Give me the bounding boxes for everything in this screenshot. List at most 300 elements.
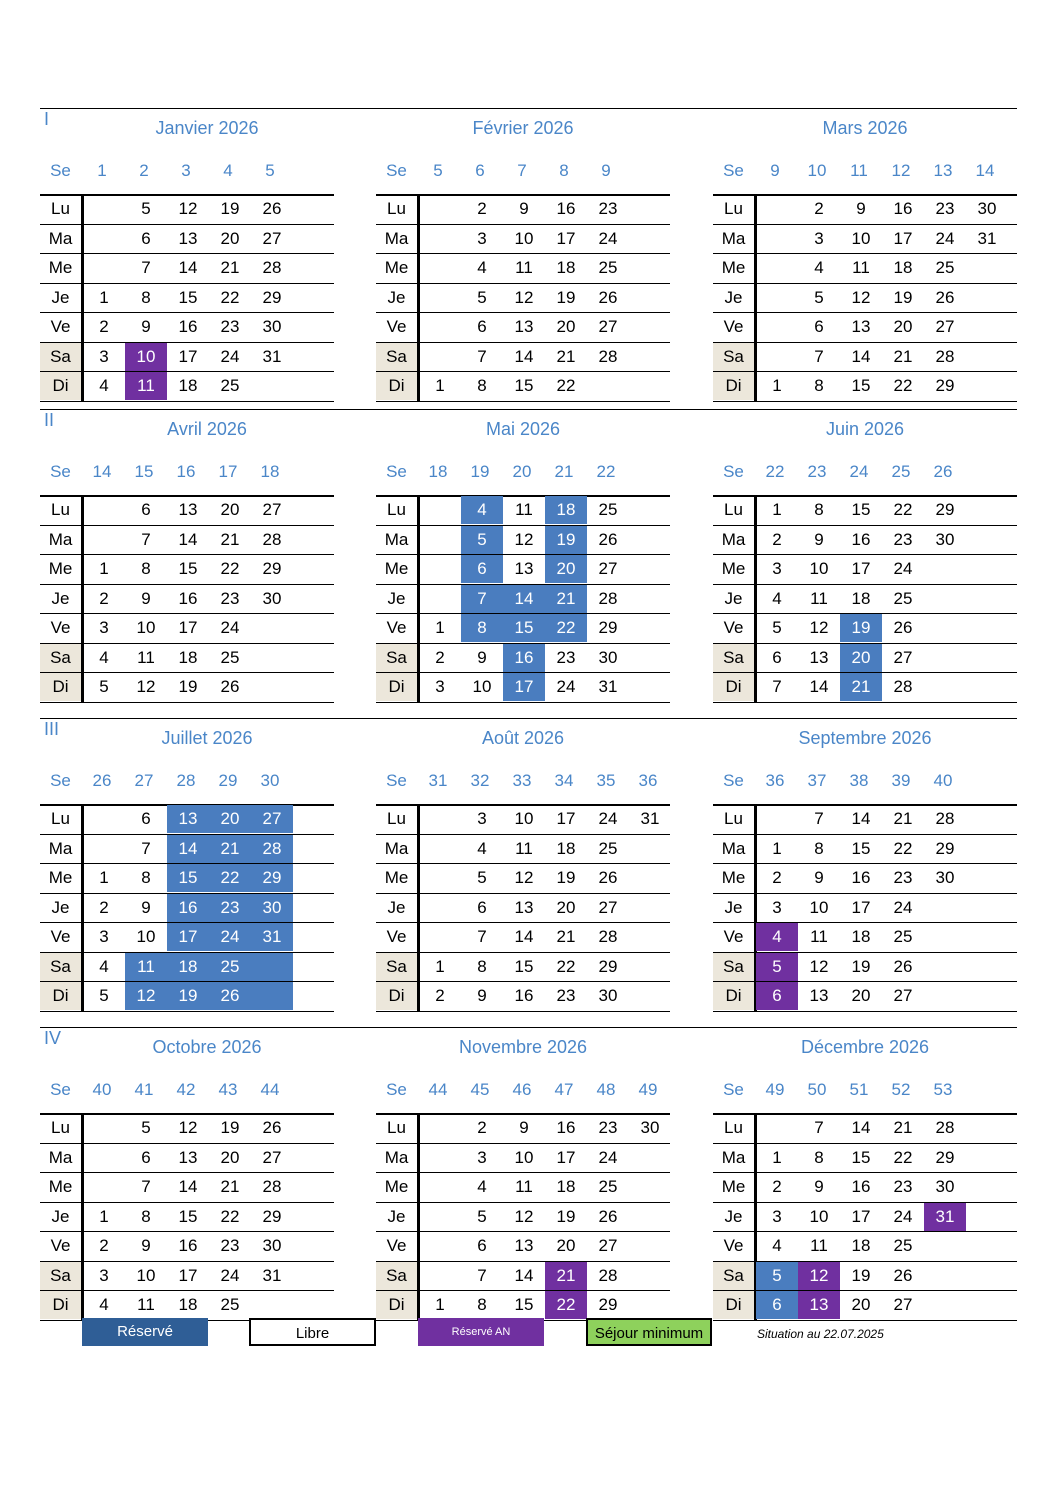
calendar-day[interactable]: 20 bbox=[556, 317, 576, 336]
calendar-day-reserved[interactable]: 7 bbox=[461, 585, 503, 613]
calendar-day[interactable]: 29 bbox=[935, 1147, 955, 1167]
calendar-day[interactable]: 27 bbox=[262, 500, 282, 519]
calendar-day[interactable]: 6 bbox=[141, 228, 151, 248]
calendar-day[interactable]: 13 bbox=[514, 1236, 534, 1255]
calendar-day[interactable]: 26 bbox=[220, 677, 240, 696]
calendar-day[interactable]: 30 bbox=[640, 1118, 660, 1137]
calendar-day[interactable]: 11 bbox=[515, 1177, 533, 1196]
calendar-day[interactable]: 3 bbox=[99, 927, 109, 946]
calendar-day[interactable]: 14 bbox=[851, 346, 871, 366]
calendar-day[interactable]: 9 bbox=[856, 199, 866, 218]
calendar-day-reserved[interactable]: 5 bbox=[756, 1262, 798, 1290]
calendar-day[interactable]: 14 bbox=[178, 258, 198, 277]
calendar-day[interactable]: 28 bbox=[262, 258, 282, 277]
calendar-day[interactable]: 7 bbox=[141, 1177, 151, 1196]
calendar-day[interactable]: 30 bbox=[598, 986, 618, 1005]
calendar-day-reserved[interactable]: 17 bbox=[167, 923, 209, 951]
calendar-day[interactable]: 22 bbox=[220, 287, 240, 307]
calendar-day[interactable]: 20 bbox=[893, 317, 913, 336]
calendar-day[interactable]: 21 bbox=[220, 529, 240, 549]
calendar-day[interactable]: 19 bbox=[851, 956, 871, 976]
calendar-day[interactable]: 27 bbox=[598, 559, 618, 578]
calendar-day[interactable]: 16 bbox=[851, 868, 871, 887]
calendar-day[interactable]: 27 bbox=[893, 647, 913, 667]
calendar-day[interactable]: 16 bbox=[851, 1177, 871, 1196]
calendar-day[interactable]: 4 bbox=[477, 838, 487, 858]
calendar-day-reserved[interactable]: 26 bbox=[209, 982, 251, 1010]
calendar-day[interactable]: 26 bbox=[935, 287, 955, 307]
calendar-day[interactable]: 31 bbox=[262, 1265, 282, 1285]
calendar-day[interactable]: 25 bbox=[598, 1177, 618, 1196]
calendar-day[interactable]: 15 bbox=[514, 1295, 534, 1314]
calendar-day[interactable]: 1 bbox=[772, 376, 782, 395]
calendar-day[interactable]: 24 bbox=[598, 1147, 618, 1167]
calendar-day[interactable]: 24 bbox=[598, 809, 618, 828]
calendar-day[interactable]: 9 bbox=[814, 868, 824, 887]
calendar-day[interactable]: 10 bbox=[136, 927, 156, 946]
calendar-day-reserved[interactable]: 22 bbox=[545, 614, 587, 642]
calendar-day[interactable]: 24 bbox=[220, 618, 240, 637]
calendar-day[interactable]: 18 bbox=[178, 647, 198, 667]
calendar-day[interactable]: 23 bbox=[598, 199, 618, 218]
calendar-day[interactable]: 14 bbox=[514, 346, 534, 366]
calendar-day[interactable]: 13 bbox=[514, 897, 534, 917]
calendar-day-reserved[interactable]: 20 bbox=[545, 555, 587, 583]
calendar-day[interactable]: 27 bbox=[935, 317, 955, 336]
calendar-day[interactable]: 6 bbox=[141, 809, 151, 828]
calendar-day[interactable]: 17 bbox=[851, 897, 871, 917]
calendar-day-reserved[interactable]: 19 bbox=[545, 526, 587, 554]
calendar-day[interactable]: 18 bbox=[893, 258, 913, 277]
calendar-day[interactable]: 12 bbox=[514, 1206, 534, 1226]
calendar-day[interactable]: 27 bbox=[598, 1236, 618, 1255]
calendar-day[interactable]: 25 bbox=[598, 258, 618, 277]
calendar-day[interactable]: 16 bbox=[556, 199, 576, 218]
calendar-day-reserved[interactable]: 20 bbox=[209, 805, 251, 833]
calendar-day[interactable]: 7 bbox=[141, 838, 151, 858]
calendar-day[interactable]: 2 bbox=[477, 199, 487, 218]
calendar-day[interactable]: 28 bbox=[598, 346, 618, 366]
calendar-day[interactable]: 28 bbox=[893, 677, 913, 696]
calendar-day[interactable]: 3 bbox=[772, 897, 782, 917]
calendar-day-reserved-an[interactable]: 5 bbox=[756, 953, 798, 981]
calendar-day[interactable]: 7 bbox=[814, 809, 824, 828]
calendar-day[interactable]: 12 bbox=[809, 618, 829, 637]
calendar-day[interactable]: 23 bbox=[893, 1177, 913, 1196]
calendar-day[interactable]: 9 bbox=[814, 529, 824, 549]
calendar-day[interactable]: 12 bbox=[809, 956, 829, 976]
calendar-day-reserved[interactable]: 14 bbox=[167, 835, 209, 863]
calendar-day[interactable]: 2 bbox=[435, 986, 445, 1005]
calendar-day[interactable]: 10 bbox=[514, 1147, 534, 1167]
calendar-day[interactable]: 16 bbox=[178, 317, 198, 336]
calendar-day[interactable]: 12 bbox=[178, 199, 198, 218]
calendar-day[interactable]: 7 bbox=[141, 258, 151, 277]
calendar-day-reserved[interactable]: 18 bbox=[545, 496, 587, 524]
calendar-day[interactable]: 2 bbox=[99, 588, 109, 608]
calendar-day[interactable]: 23 bbox=[220, 1236, 240, 1255]
calendar-day[interactable]: 19 bbox=[556, 1206, 576, 1226]
calendar-day[interactable]: 1 bbox=[99, 1206, 109, 1226]
calendar-day[interactable]: 23 bbox=[556, 986, 576, 1005]
calendar-day[interactable]: 2 bbox=[814, 199, 824, 218]
calendar-day[interactable]: 22 bbox=[893, 500, 913, 519]
calendar-day[interactable]: 10 bbox=[809, 897, 829, 917]
calendar-day[interactable]: 1 bbox=[99, 868, 109, 887]
calendar-day[interactable]: 1 bbox=[435, 1295, 445, 1314]
calendar-day[interactable]: 1 bbox=[435, 956, 445, 976]
calendar-day[interactable]: 15 bbox=[851, 500, 871, 519]
calendar-day[interactable]: 29 bbox=[598, 1295, 618, 1314]
calendar-day[interactable]: 8 bbox=[141, 559, 151, 578]
calendar-day[interactable]: 2 bbox=[99, 1236, 109, 1255]
calendar-day-reserved[interactable]: 11 bbox=[125, 953, 167, 981]
calendar-day[interactable]: 11 bbox=[852, 258, 870, 277]
calendar-day-reserved[interactable]: 16 bbox=[503, 644, 545, 672]
calendar-day[interactable]: 30 bbox=[262, 1236, 282, 1255]
calendar-day-reserved[interactable]: 4 bbox=[461, 496, 503, 524]
calendar-day[interactable]: 17 bbox=[851, 559, 871, 578]
calendar-day[interactable]: 12 bbox=[851, 287, 871, 307]
calendar-day[interactable]: 16 bbox=[178, 1236, 198, 1255]
calendar-day-reserved-an[interactable]: 10 bbox=[125, 343, 167, 371]
calendar-day[interactable]: 16 bbox=[556, 1118, 576, 1137]
calendar-day-reserved[interactable]: 13 bbox=[167, 805, 209, 833]
calendar-day[interactable]: 8 bbox=[477, 1295, 487, 1314]
calendar-day[interactable]: 6 bbox=[772, 647, 782, 667]
calendar-day[interactable]: 17 bbox=[178, 618, 198, 637]
calendar-day[interactable]: 25 bbox=[893, 588, 913, 608]
calendar-day[interactable]: 17 bbox=[178, 346, 198, 366]
calendar-day[interactable]: 30 bbox=[977, 199, 997, 218]
calendar-day[interactable]: 22 bbox=[556, 376, 576, 395]
calendar-day[interactable]: 20 bbox=[556, 1236, 576, 1255]
calendar-day[interactable]: 11 bbox=[810, 927, 828, 946]
calendar-day[interactable]: 4 bbox=[772, 1236, 782, 1255]
calendar-day[interactable]: 23 bbox=[893, 868, 913, 887]
calendar-day[interactable]: 10 bbox=[136, 1265, 156, 1285]
calendar-day[interactable]: 17 bbox=[556, 809, 576, 828]
calendar-day[interactable]: 9 bbox=[141, 897, 151, 917]
calendar-day[interactable]: 20 bbox=[220, 1147, 240, 1167]
calendar-day[interactable]: 14 bbox=[851, 1118, 871, 1137]
calendar-day[interactable]: 29 bbox=[598, 956, 618, 976]
calendar-day[interactable]: 20 bbox=[220, 500, 240, 519]
calendar-day[interactable]: 23 bbox=[598, 1118, 618, 1137]
calendar-day-reserved-an[interactable]: 11 bbox=[125, 372, 167, 400]
calendar-day[interactable]: 26 bbox=[893, 1265, 913, 1285]
calendar-day[interactable]: 14 bbox=[514, 1265, 534, 1285]
calendar-day[interactable]: 4 bbox=[772, 588, 782, 608]
calendar-day[interactable]: 31 bbox=[977, 228, 997, 248]
calendar-day[interactable]: 24 bbox=[598, 228, 618, 248]
calendar-day[interactable]: 23 bbox=[935, 199, 955, 218]
calendar-day[interactable]: 19 bbox=[556, 287, 576, 307]
calendar-day[interactable]: 19 bbox=[556, 868, 576, 887]
calendar-day[interactable]: 22 bbox=[556, 956, 576, 976]
calendar-day[interactable]: 20 bbox=[851, 986, 871, 1005]
calendar-day[interactable]: 15 bbox=[178, 287, 198, 307]
calendar-day[interactable]: 4 bbox=[814, 258, 824, 277]
calendar-day[interactable]: 3 bbox=[477, 1147, 487, 1167]
calendar-day[interactable]: 25 bbox=[935, 258, 955, 277]
calendar-day[interactable]: 24 bbox=[220, 1265, 240, 1285]
calendar-day[interactable]: 9 bbox=[814, 1177, 824, 1196]
calendar-day[interactable]: 27 bbox=[262, 1147, 282, 1167]
calendar-day[interactable]: 6 bbox=[141, 500, 151, 519]
calendar-day[interactable]: 4 bbox=[99, 956, 109, 976]
calendar-day[interactable]: 2 bbox=[772, 529, 782, 549]
calendar-day[interactable]: 30 bbox=[935, 529, 955, 549]
calendar-day[interactable]: 2 bbox=[99, 317, 109, 336]
calendar-day[interactable]: 21 bbox=[220, 1177, 240, 1196]
calendar-day[interactable]: 15 bbox=[851, 1147, 871, 1167]
calendar-day-reserved[interactable]: 25 bbox=[209, 953, 251, 981]
calendar-day[interactable]: 16 bbox=[851, 529, 871, 549]
calendar-day[interactable]: 4 bbox=[99, 647, 109, 667]
calendar-day[interactable]: 4 bbox=[477, 258, 487, 277]
calendar-day-reserved[interactable]: 27 bbox=[251, 805, 293, 833]
calendar-day[interactable]: 2 bbox=[772, 868, 782, 887]
calendar-day[interactable]: 8 bbox=[141, 287, 151, 307]
calendar-day[interactable]: 5 bbox=[141, 199, 151, 218]
calendar-day[interactable]: 25 bbox=[220, 376, 240, 395]
calendar-day[interactable]: 29 bbox=[262, 1206, 282, 1226]
calendar-day[interactable]: 15 bbox=[514, 376, 534, 395]
calendar-day[interactable]: 7 bbox=[477, 927, 487, 946]
calendar-day[interactable]: 30 bbox=[262, 588, 282, 608]
calendar-day[interactable]: 8 bbox=[814, 1147, 824, 1167]
calendar-day[interactable]: 25 bbox=[598, 500, 618, 519]
calendar-day[interactable]: 28 bbox=[598, 927, 618, 946]
calendar-day[interactable]: 24 bbox=[935, 228, 955, 248]
calendar-day[interactable]: 29 bbox=[935, 500, 955, 519]
calendar-day[interactable]: 12 bbox=[136, 677, 156, 696]
calendar-day-reserved-an[interactable]: 6 bbox=[756, 982, 798, 1010]
calendar-day[interactable]: 26 bbox=[598, 529, 618, 549]
calendar-day[interactable]: 19 bbox=[220, 1118, 240, 1137]
calendar-day[interactable]: 8 bbox=[141, 868, 151, 887]
calendar-day[interactable]: 14 bbox=[809, 677, 829, 696]
calendar-day[interactable]: 13 bbox=[514, 559, 534, 578]
calendar-day[interactable]: 5 bbox=[477, 1206, 487, 1226]
calendar-day-reserved-an[interactable]: 31 bbox=[924, 1203, 966, 1231]
calendar-day[interactable]: 11 bbox=[515, 258, 533, 277]
calendar-day-reserved[interactable]: 20 bbox=[840, 644, 882, 672]
calendar-day[interactable]: 10 bbox=[514, 809, 534, 828]
calendar-day-reserved[interactable]: 30 bbox=[251, 894, 293, 922]
calendar-day[interactable]: 23 bbox=[556, 647, 576, 667]
calendar-day[interactable]: 28 bbox=[935, 1118, 955, 1137]
calendar-day-reserved[interactable]: 19 bbox=[840, 614, 882, 642]
calendar-day[interactable]: 9 bbox=[477, 647, 487, 667]
calendar-day[interactable]: 26 bbox=[598, 868, 618, 887]
calendar-day[interactable]: 25 bbox=[893, 927, 913, 946]
calendar-day[interactable]: 9 bbox=[141, 317, 151, 336]
calendar-day[interactable]: 2 bbox=[477, 1118, 487, 1137]
calendar-day[interactable]: 20 bbox=[556, 897, 576, 917]
calendar-day[interactable]: 31 bbox=[262, 346, 282, 366]
calendar-day[interactable]: 4 bbox=[99, 1295, 109, 1314]
calendar-day[interactable]: 15 bbox=[851, 838, 871, 858]
calendar-day[interactable]: 7 bbox=[141, 529, 151, 549]
calendar-day[interactable]: 17 bbox=[178, 1265, 198, 1285]
calendar-day-reserved[interactable]: 24 bbox=[209, 923, 251, 951]
calendar-day[interactable]: 1 bbox=[772, 500, 782, 519]
calendar-day[interactable]: 12 bbox=[514, 868, 534, 887]
calendar-day[interactable]: 2 bbox=[99, 897, 109, 917]
calendar-day-reserved[interactable]: 22 bbox=[209, 864, 251, 892]
calendar-day[interactable]: 18 bbox=[556, 838, 576, 858]
calendar-day[interactable]: 25 bbox=[220, 1295, 240, 1314]
calendar-day[interactable]: 7 bbox=[814, 1118, 824, 1137]
calendar-day-reserved[interactable]: 21 bbox=[209, 835, 251, 863]
calendar-day[interactable]: 8 bbox=[477, 376, 487, 395]
calendar-day-reserved-an[interactable]: 4 bbox=[756, 923, 798, 951]
calendar-day[interactable]: 15 bbox=[178, 1206, 198, 1226]
calendar-day[interactable]: 11 bbox=[137, 647, 155, 667]
calendar-day[interactable]: 13 bbox=[851, 317, 871, 336]
calendar-day[interactable]: 26 bbox=[262, 1118, 282, 1137]
calendar-day[interactable]: 21 bbox=[556, 927, 576, 946]
calendar-day[interactable]: 6 bbox=[814, 317, 824, 336]
calendar-day[interactable]: 3 bbox=[477, 809, 487, 828]
calendar-day[interactable]: 25 bbox=[598, 838, 618, 858]
calendar-day[interactable]: 11 bbox=[515, 838, 533, 858]
calendar-day[interactable]: 3 bbox=[477, 228, 487, 248]
calendar-day[interactable]: 2 bbox=[435, 647, 445, 667]
calendar-day[interactable]: 12 bbox=[514, 287, 534, 307]
calendar-day[interactable]: 27 bbox=[598, 897, 618, 917]
calendar-day-reserved-an[interactable]: 21 bbox=[545, 1262, 587, 1290]
calendar-day[interactable]: 5 bbox=[99, 677, 109, 696]
calendar-day[interactable]: 8 bbox=[477, 956, 487, 976]
calendar-day[interactable]: 18 bbox=[851, 927, 871, 946]
calendar-day[interactable]: 31 bbox=[598, 677, 618, 696]
calendar-day[interactable]: 10 bbox=[472, 677, 492, 696]
calendar-day[interactable]: 16 bbox=[514, 986, 534, 1005]
calendar-day[interactable]: 30 bbox=[262, 317, 282, 336]
calendar-day[interactable]: 24 bbox=[893, 897, 913, 917]
calendar-day[interactable]: 24 bbox=[220, 346, 240, 366]
calendar-day[interactable]: 11 bbox=[810, 1236, 828, 1255]
calendar-day-reserved[interactable]: 18 bbox=[167, 953, 209, 981]
calendar-day[interactable]: 28 bbox=[935, 346, 955, 366]
calendar-day[interactable]: 3 bbox=[99, 346, 109, 366]
calendar-day[interactable]: 18 bbox=[178, 1295, 198, 1314]
calendar-day[interactable]: 9 bbox=[519, 1118, 529, 1137]
calendar-day-reserved-an[interactable]: 13 bbox=[798, 1291, 840, 1319]
calendar-day[interactable]: 21 bbox=[893, 346, 913, 366]
calendar-day[interactable]: 21 bbox=[893, 809, 913, 828]
calendar-day[interactable]: 30 bbox=[935, 868, 955, 887]
calendar-day[interactable]: 28 bbox=[262, 1177, 282, 1196]
calendar-day[interactable]: 8 bbox=[814, 838, 824, 858]
calendar-day[interactable]: 1 bbox=[435, 618, 445, 637]
calendar-day[interactable]: 13 bbox=[809, 986, 829, 1005]
calendar-day[interactable]: 3 bbox=[814, 228, 824, 248]
calendar-day-reserved[interactable]: 5 bbox=[461, 526, 503, 554]
calendar-day[interactable]: 15 bbox=[514, 956, 534, 976]
calendar-day-reserved[interactable]: 6 bbox=[461, 555, 503, 583]
calendar-day-reserved[interactable]: 31 bbox=[251, 923, 293, 951]
calendar-day[interactable]: 29 bbox=[262, 559, 282, 578]
calendar-day[interactable]: 1 bbox=[772, 1147, 782, 1167]
calendar-day[interactable]: 7 bbox=[477, 346, 487, 366]
calendar-day[interactable]: 1 bbox=[99, 287, 109, 307]
calendar-day[interactable]: 27 bbox=[598, 317, 618, 336]
calendar-day[interactable]: 23 bbox=[893, 529, 913, 549]
calendar-day[interactable]: 13 bbox=[809, 647, 829, 667]
calendar-day[interactable]: 6 bbox=[477, 1236, 487, 1255]
calendar-day[interactable]: 7 bbox=[814, 346, 824, 366]
calendar-day[interactable]: 21 bbox=[556, 346, 576, 366]
calendar-day[interactable]: 3 bbox=[99, 618, 109, 637]
calendar-day[interactable]: 27 bbox=[893, 986, 913, 1005]
calendar-day[interactable]: 14 bbox=[514, 927, 534, 946]
calendar-day[interactable]: 18 bbox=[851, 1236, 871, 1255]
calendar-day-reserved[interactable]: 16 bbox=[167, 894, 209, 922]
calendar-day-reserved[interactable]: 17 bbox=[503, 673, 545, 701]
calendar-day[interactable]: 8 bbox=[814, 500, 824, 519]
calendar-day[interactable]: 1 bbox=[435, 376, 445, 395]
calendar-day[interactable]: 14 bbox=[851, 809, 871, 828]
calendar-day[interactable]: 3 bbox=[772, 1206, 782, 1226]
calendar-day[interactable]: 12 bbox=[178, 1118, 198, 1137]
calendar-day[interactable]: 14 bbox=[178, 1177, 198, 1196]
calendar-day[interactable]: 20 bbox=[220, 228, 240, 248]
calendar-day[interactable]: 16 bbox=[893, 199, 913, 218]
calendar-day-reserved[interactable]: 12 bbox=[125, 982, 167, 1010]
calendar-day[interactable]: 21 bbox=[220, 258, 240, 277]
calendar-day[interactable]: 24 bbox=[556, 677, 576, 696]
calendar-day[interactable]: 24 bbox=[893, 559, 913, 578]
calendar-day[interactable]: 8 bbox=[141, 1206, 151, 1226]
calendar-day-reserved-an[interactable]: 22 bbox=[545, 1291, 587, 1319]
calendar-day[interactable]: 19 bbox=[178, 677, 198, 696]
calendar-day[interactable]: 20 bbox=[851, 1295, 871, 1314]
calendar-day[interactable]: 21 bbox=[893, 1118, 913, 1137]
calendar-day[interactable]: 9 bbox=[141, 588, 151, 608]
calendar-day[interactable]: 9 bbox=[477, 986, 487, 1005]
calendar-day[interactable]: 16 bbox=[178, 588, 198, 608]
calendar-day[interactable]: 5 bbox=[477, 287, 487, 307]
calendar-day[interactable]: 5 bbox=[814, 287, 824, 307]
calendar-day[interactable]: 13 bbox=[178, 1147, 198, 1167]
calendar-day[interactable]: 26 bbox=[893, 956, 913, 976]
calendar-day[interactable]: 5 bbox=[141, 1118, 151, 1137]
calendar-day[interactable]: 23 bbox=[220, 317, 240, 336]
calendar-day[interactable]: 29 bbox=[262, 287, 282, 307]
calendar-day[interactable]: 13 bbox=[178, 500, 198, 519]
calendar-day[interactable]: 17 bbox=[893, 228, 913, 248]
calendar-day[interactable]: 26 bbox=[598, 287, 618, 307]
calendar-day[interactable]: 25 bbox=[220, 647, 240, 667]
calendar-day[interactable]: 6 bbox=[141, 1147, 151, 1167]
calendar-day[interactable]: 6 bbox=[477, 897, 487, 917]
calendar-day[interactable]: 2 bbox=[772, 1177, 782, 1196]
calendar-day[interactable]: 9 bbox=[141, 1236, 151, 1255]
calendar-day[interactable]: 13 bbox=[514, 317, 534, 336]
calendar-day[interactable]: 29 bbox=[598, 618, 618, 637]
calendar-day[interactable]: 26 bbox=[598, 1206, 618, 1226]
calendar-day-reserved[interactable]: 8 bbox=[461, 614, 503, 642]
calendar-day[interactable]: 30 bbox=[598, 647, 618, 667]
calendar-day-reserved[interactable]: 29 bbox=[251, 864, 293, 892]
calendar-day[interactable]: 10 bbox=[514, 228, 534, 248]
calendar-day[interactable]: 22 bbox=[893, 376, 913, 395]
calendar-day-reserved[interactable]: 21 bbox=[840, 673, 882, 701]
